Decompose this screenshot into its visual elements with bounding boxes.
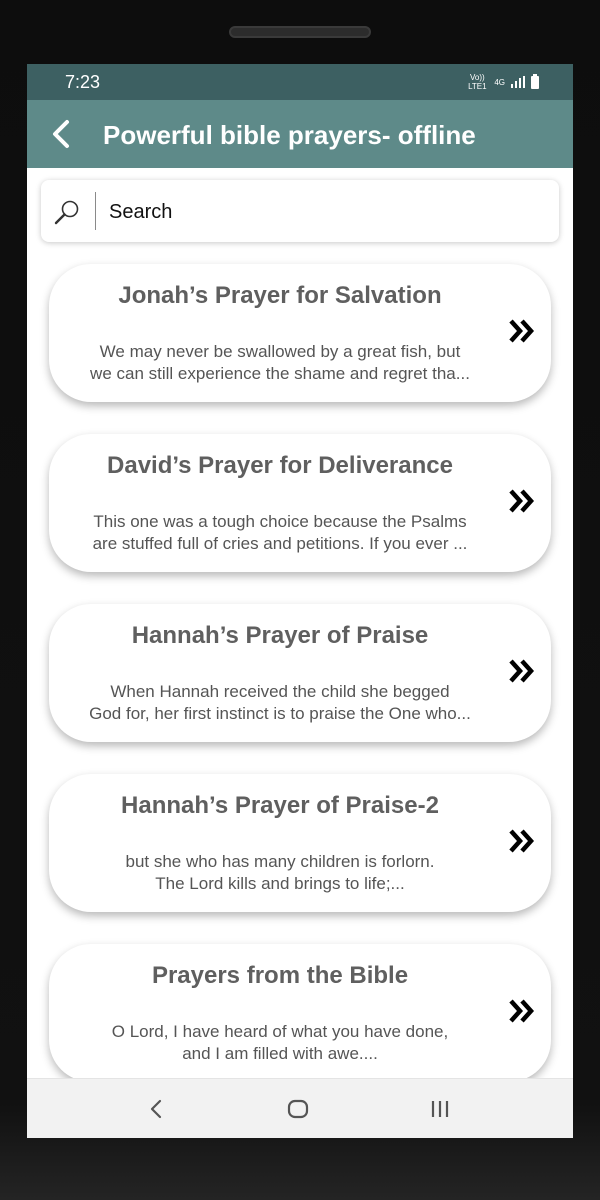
double-chevron-right-icon[interactable] (507, 316, 537, 346)
status-time: 7:23 (65, 72, 101, 92)
status-bar (27, 64, 573, 100)
double-chevron-right-icon[interactable] (507, 996, 537, 1026)
status-icons (466, 73, 539, 91)
network-type-indicator: 4G (494, 77, 505, 87)
double-chevron-right-icon[interactable] (507, 826, 537, 856)
prayer-description (59, 851, 501, 895)
prayer-description (59, 681, 501, 725)
prayer-title: Jonah’s Prayer for Salvation (118, 282, 442, 309)
prayer-description-line: The Lord kills and brings to life;... (155, 874, 405, 893)
search-divider (95, 192, 96, 230)
prayer-description-line: This one was a tough choice because the Psalms (93, 512, 467, 531)
double-chevron-right-icon[interactable] (507, 656, 537, 686)
nav-recents-icon[interactable] (425, 1095, 455, 1123)
battery-icon (531, 76, 539, 89)
prayer-card-hannah[interactable] (49, 604, 551, 742)
speaker-grille (229, 26, 371, 38)
prayer-description-line: O Lord, I have heard of what you have done, (111, 1022, 449, 1041)
prayer-card-hannah-2[interactable] (49, 774, 551, 912)
prayer-description-line: are stuffed full of cries and petitions. If you ever ... (92, 534, 468, 553)
screen (27, 64, 573, 1138)
prayer-description-line: God for, her first instinct is to praise the One who... (89, 704, 471, 723)
prayer-title: David’s Prayer for Deliverance (107, 452, 453, 479)
back-chevron-icon[interactable] (43, 114, 83, 154)
search-input[interactable] (107, 194, 541, 230)
app-bar (27, 100, 573, 168)
signal-icon (511, 76, 525, 88)
prayer-description-line: and I am filled with awe.... (182, 1044, 378, 1063)
magnifier-icon (53, 198, 81, 226)
prayer-description (59, 511, 501, 555)
prayer-title: Hannah’s Prayer of Praise (131, 622, 429, 649)
prayer-description (59, 341, 501, 385)
prayer-description (59, 1021, 501, 1065)
prayer-card-david[interactable] (49, 434, 551, 572)
page-title: Powerful bible prayers- offline (103, 120, 476, 150)
prayer-description-line: we can still experience the shame and regret tha... (90, 364, 470, 383)
prayer-description-line: When Hannah received the child she begged (110, 682, 450, 701)
prayer-card-jonah[interactable] (49, 264, 551, 402)
double-chevron-right-icon[interactable] (507, 486, 537, 516)
prayer-card-bible[interactable] (49, 944, 551, 1082)
search-bar[interactable] (41, 180, 559, 242)
prayer-description-line: but she who has many children is forlorn. (125, 852, 435, 871)
system-nav-bar (27, 1078, 573, 1138)
nav-home-icon[interactable] (283, 1095, 313, 1123)
volte-indicator: Vo)) LTE1 (468, 73, 487, 91)
prayer-description-line: We may never be swallowed by a great fish, but (99, 342, 461, 361)
nav-back-icon[interactable] (141, 1095, 171, 1123)
prayer-title: Hannah’s Prayer of Praise-2 (121, 792, 439, 819)
prayer-title: Prayers from the Bible (151, 962, 409, 989)
